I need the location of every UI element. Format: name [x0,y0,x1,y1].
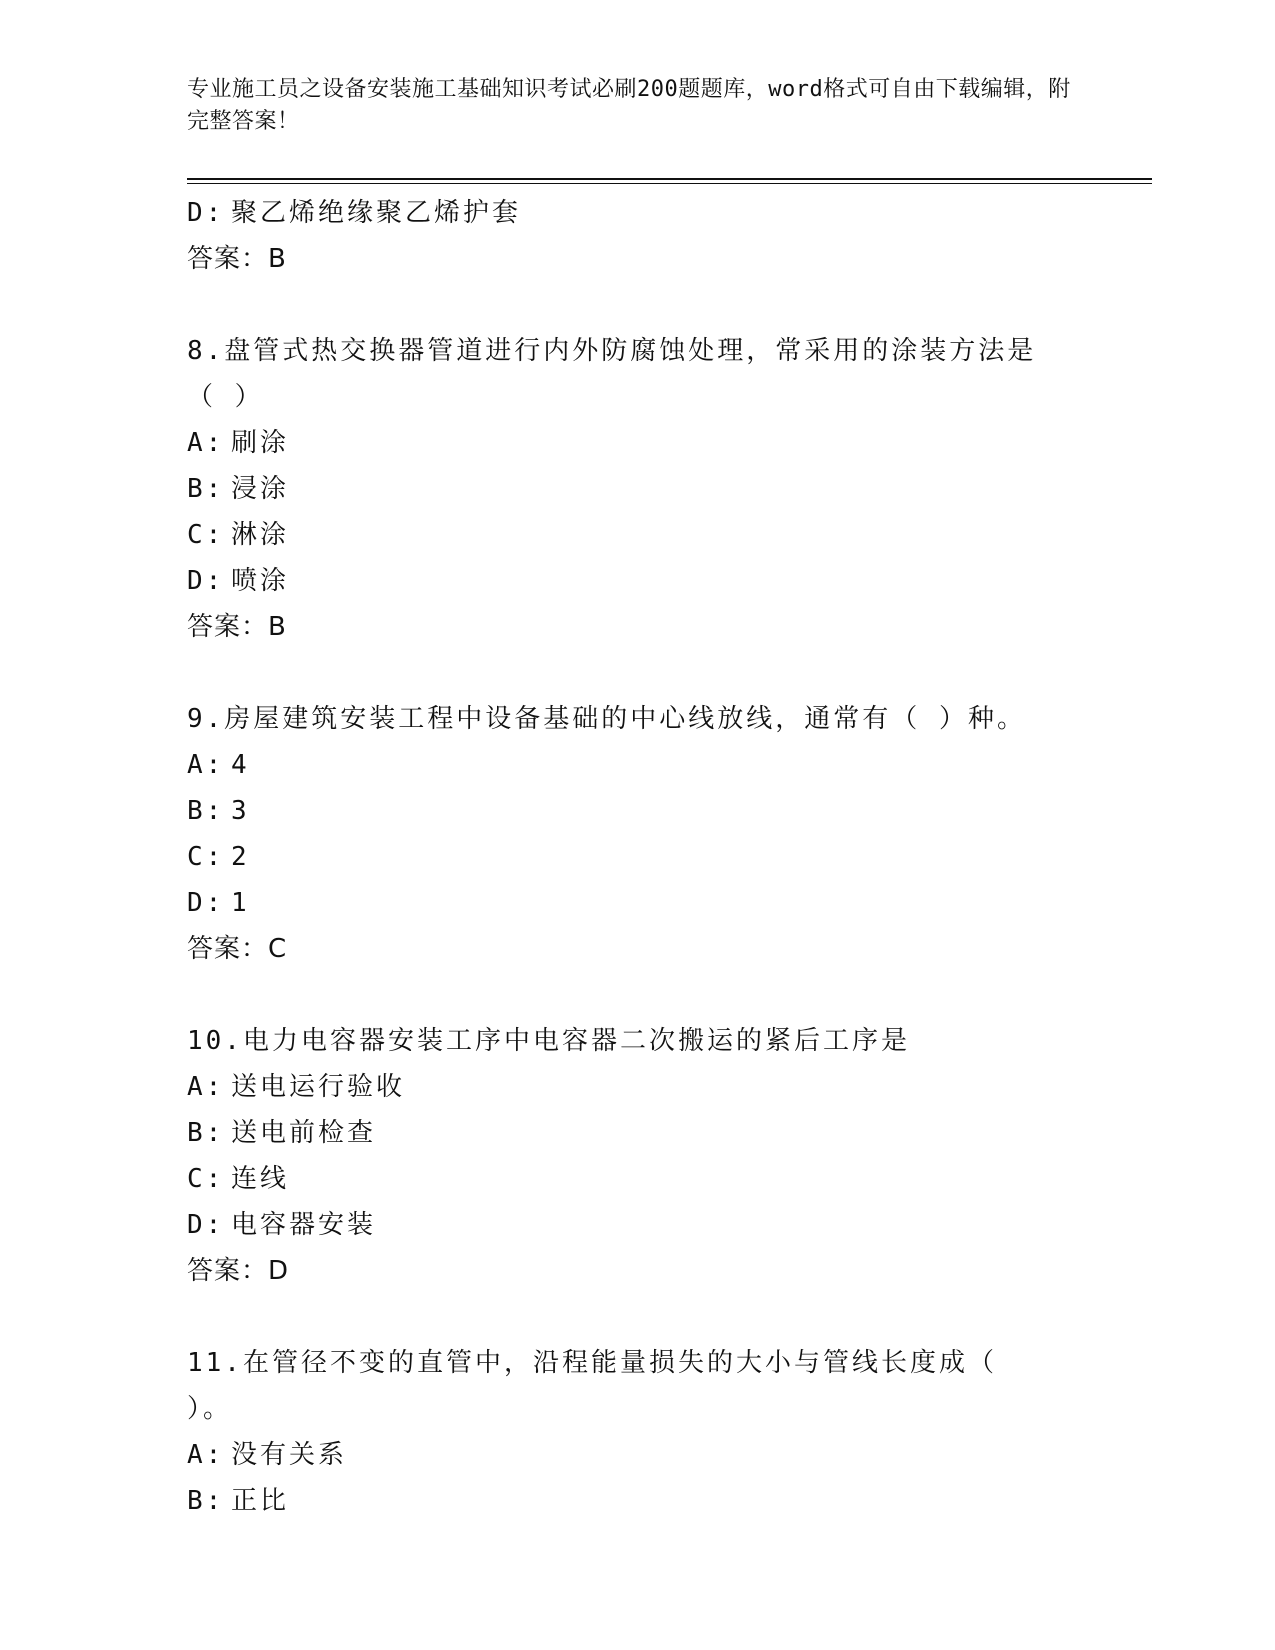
answer-line: 答案：D [187,1256,290,1286]
option-line [187,512,1057,558]
option-text: 喷涂 [231,566,290,596]
option-line [187,880,1057,926]
option-letter: B: [187,796,225,826]
question-block-continued [187,190,1057,282]
option-line [187,1110,1057,1156]
option-line [187,1432,1057,1478]
header-rule-thick [187,178,1152,180]
option-line [187,466,1057,512]
option-text: 送电前检查 [231,1118,377,1148]
header-rule-thin [187,183,1152,184]
option-letter: A: [187,750,225,780]
option-letter: D: [187,888,225,918]
option-line [187,558,1057,604]
option-letter: C: [187,520,225,550]
option-text: 送电运行验收 [231,1072,406,1102]
option-text: 2 [231,842,250,872]
option-line [187,788,1057,834]
spacer [187,650,1057,696]
option-text: 连线 [231,1164,290,1194]
option-letter: B: [187,1118,225,1148]
question-block [187,328,1057,650]
option-letter: D: [187,198,225,228]
answer-line: 答案：C [187,934,288,964]
option-text: 淋涂 [231,520,290,550]
option-line [187,1156,1057,1202]
option-line [187,834,1057,880]
question-stem: 11.在管径不变的直管中，沿程能量损失的大小与管线长度成（ ）。 [187,1348,1016,1424]
option-letter: A: [187,1440,225,1470]
option-text: 没有关系 [231,1440,348,1470]
option-text: 正比 [231,1486,290,1516]
option-text: 4 [231,750,250,780]
question-block [187,696,1057,972]
option-letter: D: [187,1210,225,1240]
option-line [187,1202,1057,1248]
option-line [187,1064,1057,1110]
option-letter: C: [187,842,225,872]
question-list [187,190,1057,1524]
option-text: 电容器安装 [231,1210,377,1240]
option-letter: B: [187,474,225,504]
document-header: 专业施工员之设备安装施工基础知识考试必刷200题题库，word格式可自由下载编辑，附完整答案！ [187,77,1071,134]
option-letter: B: [187,1486,225,1516]
spacer [187,972,1057,1018]
option-line [187,1478,1057,1524]
option-line [187,190,1057,236]
option-text: 浸涂 [231,474,290,504]
spacer [187,282,1057,328]
question-block [187,1018,1057,1294]
answer-line: 答案：B [187,244,287,274]
option-letter: C: [187,1164,225,1194]
option-letter: A: [187,428,225,458]
option-line [187,420,1057,466]
question-block [187,1340,1057,1524]
question-stem: 8.盘管式热交换器管道进行内外防腐蚀处理，常采用的涂装方法是（ ） [187,336,1037,412]
option-text: 3 [231,796,250,826]
spacer [187,1294,1057,1340]
option-letter: A: [187,1072,225,1102]
option-line [187,742,1057,788]
option-text: 1 [231,888,250,918]
option-text: 刷涂 [231,428,290,458]
question-stem: 9.房屋建筑安装工程中设备基础的中心线放线，通常有（ ）种。 [187,704,1026,734]
answer-line: 答案：B [187,612,287,642]
question-stem: 10.电力电容器安装工序中电容器二次搬运的紧后工序是 [187,1026,910,1056]
option-letter: D: [187,566,225,596]
option-text: 聚乙烯绝缘聚乙烯护套 [231,198,522,228]
